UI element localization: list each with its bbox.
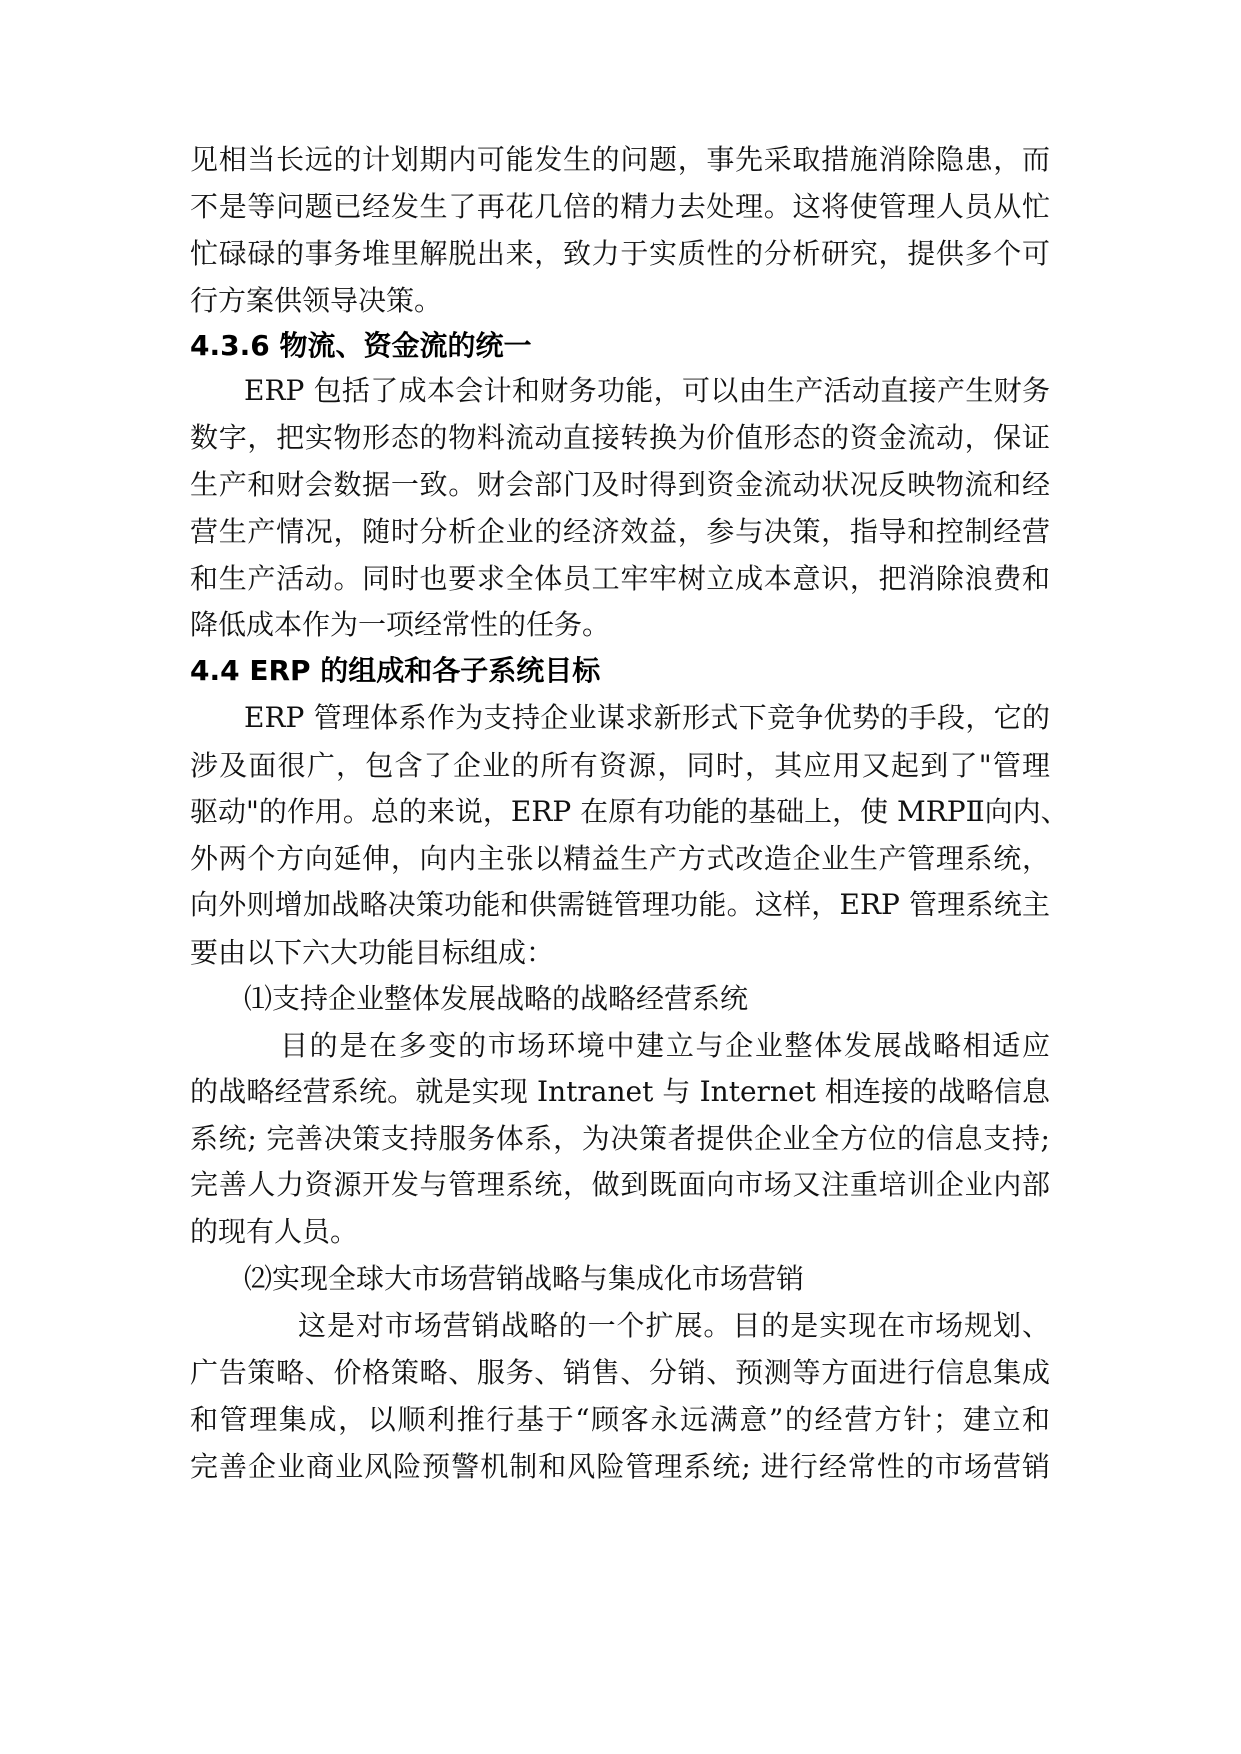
paragraph-line: 营生产情况，随时分析企业的经济效益，参与决策，指导和控制经营 xyxy=(190,515,1050,548)
paragraph-line: 系统; 完善决策支持服务体系，为决策者提供企业全方位的信息支持; xyxy=(190,1122,1050,1155)
paragraph-line: 要由以下六大功能目标组成： xyxy=(190,936,555,969)
paragraph-line: 行方案供领导决策。 xyxy=(190,284,443,317)
paragraph-line: 见相当长远的计划期内可能发生的问题，事先采取措施消除隐患，而 xyxy=(190,143,1050,176)
list-item-title: ⑴支持企业整体发展战略的战略经营系统 xyxy=(244,982,749,1015)
paragraph-line: 的现有人员。 xyxy=(190,1215,359,1248)
paragraph-line: 外两个方向延伸，向内主张以精益生产方式改造企业生产管理系统， xyxy=(190,842,1050,875)
paragraph-line: 不是等问题已经发生了再花几倍的精力去处理。这将使管理人员从忙 xyxy=(190,190,1050,223)
paragraph-line: 完善人力资源开发与管理系统，做到既面向市场又注重培训企业内部 xyxy=(190,1168,1050,1201)
paragraph-line: 这是对市场营销战略的一个扩展。目的是实现在市场规划、 xyxy=(298,1309,1050,1342)
paragraph-line: 完善企业商业风险预警机制和风险管理系统; 进行经常性的市场营销 xyxy=(190,1450,1050,1483)
section-heading-4-4: 4.4 ERP 的组成和各子系统目标 xyxy=(190,654,601,687)
paragraph-line: 的战略经营系统。就是实现 Intranet 与 Internet 相连接的战略信息 xyxy=(190,1075,1050,1108)
paragraph-line: ERP 包括了成本会计和财务功能，可以由生产活动直接产生财务 xyxy=(244,374,1050,407)
paragraph-line: 向外则增加战略决策功能和供需链管理功能。这样，ERP 管理系统主 xyxy=(190,888,1050,921)
list-item-title: ⑵实现全球大市场营销战略与集成化市场营销 xyxy=(244,1262,805,1295)
paragraph-line: ERP 管理体系作为支持企业谋求新形式下竞争优势的手段，它的 xyxy=(244,701,1050,734)
paragraph-line: 目的是在多变的市场环境中建立与企业整体发展战略相适应 xyxy=(280,1029,1050,1062)
paragraph-line: 降低成本作为一项经常性的任务。 xyxy=(190,608,611,641)
paragraph-line: 涉及面很广，包含了企业的所有资源，同时，其应用又起到了"管理 xyxy=(190,749,1050,782)
paragraph-line: 忙碌碌的事务堆里解脱出来，致力于实质性的分析研究，提供多个可 xyxy=(190,237,1050,270)
paragraph-line: 驱动"的作用。总的来说，ERP 在原有功能的基础上，使 MRPⅡ向内、 xyxy=(190,795,1069,828)
paragraph-line: 生产和财会数据一致。财会部门及时得到资金流动状况反映物流和经 xyxy=(190,468,1050,501)
paragraph-line: 和生产活动。同时也要求全体员工牢牢树立成本意识，把消除浪费和 xyxy=(190,562,1050,595)
section-heading-4-3-6: 4.3.6 物流、资金流的统一 xyxy=(190,329,532,362)
paragraph-line: 和管理集成，以顺利推行基于“顾客永远满意”的经营方针；建立和 xyxy=(190,1403,1050,1436)
paragraph-line: 数字，把实物形态的物料流动直接转换为价值形态的资金流动，保证 xyxy=(190,421,1050,454)
paragraph-line: 广告策略、价格策略、服务、销售、分销、预测等方面进行信息集成 xyxy=(190,1356,1050,1389)
